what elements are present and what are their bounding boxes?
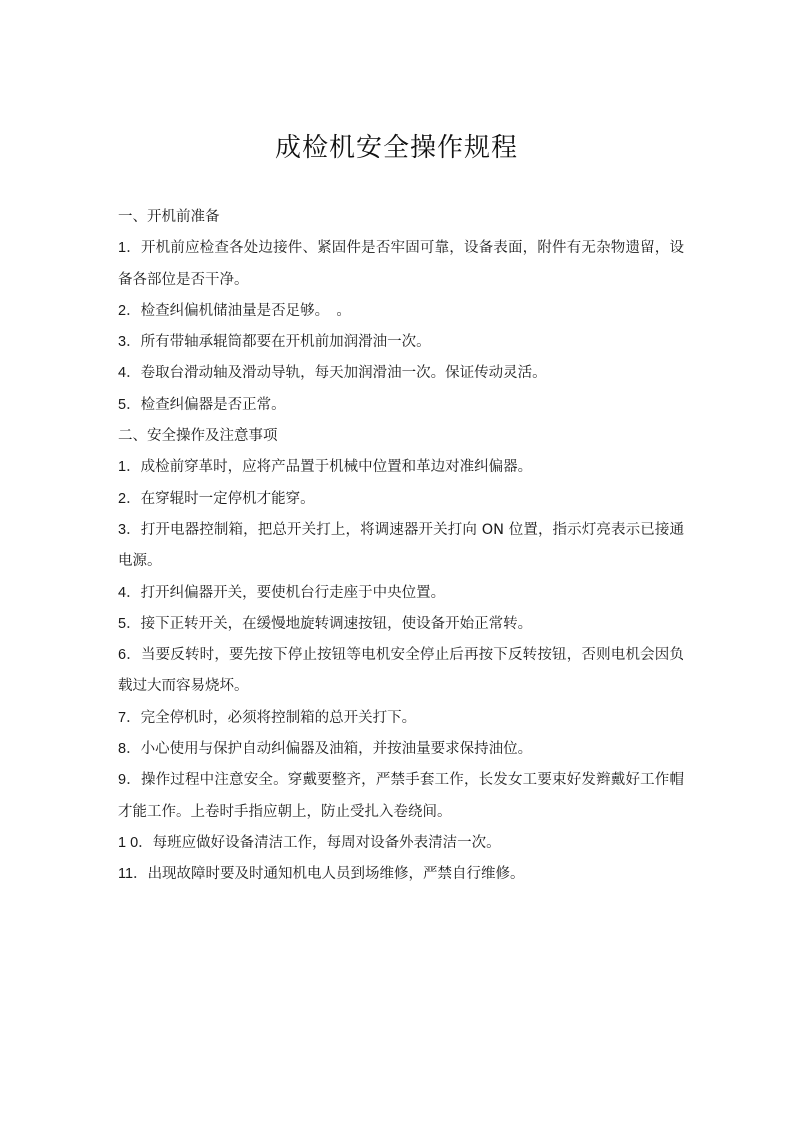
list-item: 4．卷取台滑动轴及滑动导轨，每天加润滑油一次。保证传动灵活。 bbox=[118, 365, 547, 382]
list-item: 1 0．每班应做好设备清洁工作，每周对设备外表清洁一次。 bbox=[118, 834, 501, 851]
section-heading: 二、安全操作及注意事项 bbox=[118, 428, 278, 445]
list-item: 5．检查纠偏器是否正常。 bbox=[118, 396, 286, 413]
list-item: 2．在穿辊时一定停机才能穿。 bbox=[118, 490, 315, 507]
document-body bbox=[118, 202, 684, 891]
list-item: 3．所有带轴承辊筒都要在开机前加润滑油一次。 bbox=[118, 334, 431, 351]
list-item: 8．小心使用与保护自动纠偏器及油箱，并按油量要求保持油位。 bbox=[118, 741, 533, 758]
list-item: 7．完全停机时，必须将控制箱的总开关打下。 bbox=[118, 709, 417, 726]
list-item: 9．操作过程中注意安全。穿戴要整齐，严禁手套工作，长发女工要束好发辫戴好工作帽才能工作。上卷时手指应朝上，防止受扎入卷绕间。 bbox=[118, 772, 684, 820]
document-title: 成检机安全操作规程 bbox=[274, 133, 518, 164]
list-item: 3．打开电器控制箱，把总开关打上，将调速器开关打向 ON 位置，指示灯亮表示已接通电源。 bbox=[118, 521, 684, 570]
list-item: 5．接下正转开关，在缓慢地旋转调速按钮，使设备开始正常转。 bbox=[118, 615, 533, 632]
list-item: 2．检查纠偏机储油量是否足够。 。 bbox=[118, 302, 351, 319]
list-item: 6．当要反转时，要先按下停止按钮等电机安全停止后再按下反转按钮，否则电机会因负载过大而容易烧坏。 bbox=[118, 647, 684, 695]
list-item: 4．打开纠偏器开关，要使机台行走座于中央位置。 bbox=[118, 584, 446, 601]
list-item: 1．开机前应检查各处边接件、紧固件是否牢固可靠，设备表面，附件有无杂物遗留，设备各部位是否干净。 bbox=[118, 240, 684, 288]
list-item: 11．出现故障时要及时通知机电人员到场维修，严禁自行维修。 bbox=[118, 866, 525, 883]
section-heading: 一、开机前准备 bbox=[118, 209, 220, 225]
list-item: 1．成检前穿革时，应将产品置于机械中位置和革边对准纠偏器。 bbox=[118, 459, 533, 476]
